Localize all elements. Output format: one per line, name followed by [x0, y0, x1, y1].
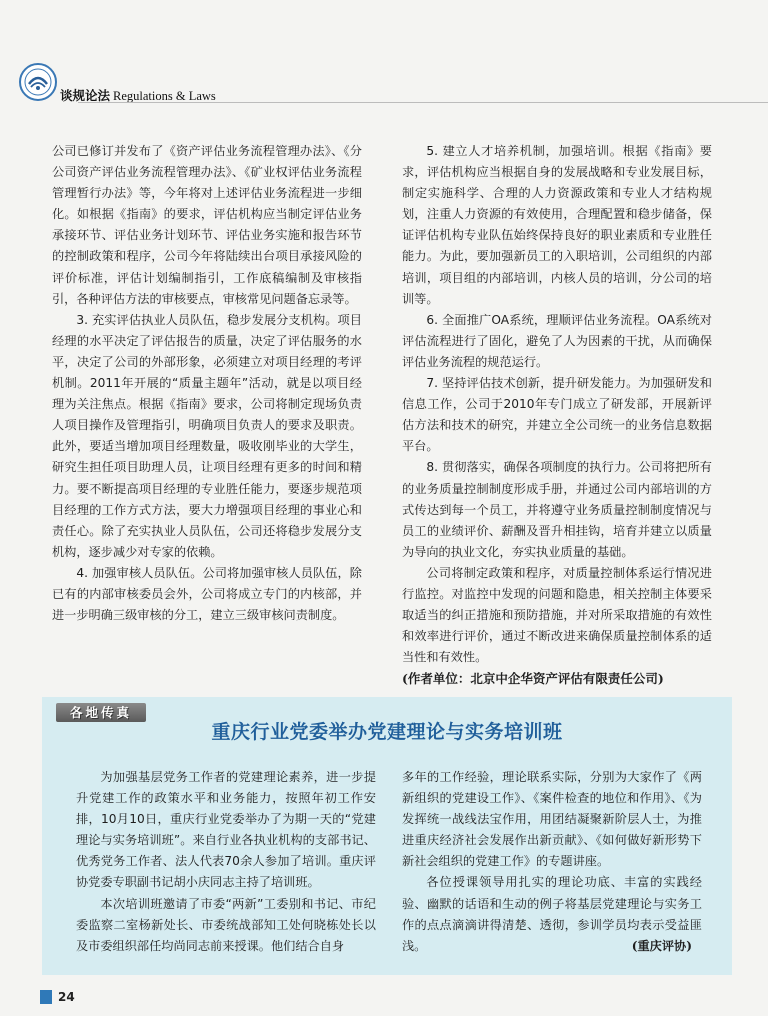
paragraph-text: 各位授课领导用扎实的理论功底、丰富的实践经验、幽默的话语和生动的例子将基层党建理论与实务工作的点点滴滴讲得清楚、透彻，参训学员均表示受益匪浅。: [402, 875, 702, 953]
paragraph: 本次培训班邀请了市委“两新”工委别和书记、市纪委监察二室杨新处长、市委统战部知工处何晓栋处长以及市委组织部任均尚同志前来授课。他们结合自身: [76, 896, 376, 953]
news-signature: (重庆评协): [631, 938, 692, 953]
paragraph: [402, 872, 702, 956]
article-left-column: [52, 141, 362, 626]
page-marker: [40, 990, 52, 1004]
article-right-column: [402, 141, 712, 689]
column-title-en: Regulations & Laws: [113, 89, 216, 103]
news-box: [42, 697, 732, 975]
paragraph: 3. 充实评估执业人员队伍，稳步发展分支机构。项目经理的水平决定了评估报告的质量，决定了评估服务的水平，决定了公司的外部形象，必须建立对项目经理的考评机制。2011年开展的“质量主题年”活动，就是以项目经理为关注焦点。根据《指南》要求，公司将制定现场负责人项目操作及管理指引，明确项目负责人的要求及职责。此外，要适当增加项目经理数量，吸收刚毕业的大学生，研究生担任项目助理人员，让项目经理有更多的时间和精力。要不断提高项目经理的专业胜任能力，要逐步规范项目经理的工作方式方法，要大力增强项目经理的事业心和责任心。除了充实执业人员队伍，公司还将稳步发展分支机构，逐步减少对专家的依赖。: [52, 312, 362, 559]
paragraph: 公司将制定政策和程序，对质量控制体系运行情况进行监控。对监控中发现的问题和隐患，相关控制主体要采取适当的纠正措施和预防措施，并对所采取措施的有效性和效率进行评价，通过不断改进来确保质量控制体系的适当性和有效性。: [402, 565, 712, 665]
paragraph: 8. 贯彻落实，确保各项制度的执行力。公司将把所有的业务质量控制制度形成手册，并通过公司内部培训的方式传达到每一个员工，并将遵守业务质量控制制度情况与员工的业绩评价、薪酬及晋升相挂钩，培育并建立以质量为导向的执业文化，夯实执业质量的基础。: [402, 460, 712, 559]
news-title: 重庆行业党委举办党建理论与实务培训班: [211, 721, 563, 743]
column-title-cn: 谈规论法: [60, 88, 111, 103]
page-header: [18, 62, 378, 106]
paragraph: 6. 全面推广OA系统，理顺评估业务流程。OA系统对评估流程进行了固化，避免了人为因素的干扰，从而确保评估业务流程的规范运行。: [402, 312, 712, 369]
paragraph: 公司已修订并发布了《资产评估业务流程管理办法》、《分公司资产评估业务流程管理办法》、《矿业权评估业务流程管理暂行办法》等，今年将对上述评估业务流程进一步细化。如根据《指南》的要求，评估机构应当制定评估业务承接环节、评估业务计划环节、评估业务实施和报告环节的控制政策和程序，公司今年将陆续出台项目承接风险的评价标准，评估计划编制指引，工作底稿编制及审核指引，各种评估方法的审核要点，审核常见问题备忘录等。: [52, 144, 362, 306]
page-number: 24: [58, 990, 75, 1004]
paragraph: 多年的工作经验，理论联系实际，分别为大家作了《两新组织的党建设工作》、《案件检查的地位和作用》、《为发挥统一战线法宝作用，用团结凝聚新阶层人士，为推进重庆经济社会发展作出新贡献》、《如何做好新形势下新社会组织的党建工作》的专题讲座。: [402, 770, 702, 869]
news-right-column: [402, 767, 702, 957]
header-divider: [78, 102, 768, 103]
paragraph: 为加强基层党务工作者的党建理论素养，进一步提升党建工作的政策水平和业务能力，按照年初工作安排，10月10日，重庆行业党委举办了为期一天的“党建理论与实务培训班”。来自行业各执业机构的支部书记、优秀党务工作者、法人代表70余人参加了培训。重庆评协党委专职副书记胡小庆同志主持了培训班。: [76, 770, 376, 890]
news-left-column: [76, 767, 376, 957]
paragraph: 5. 建立人才培养机制，加强培训。根据《指南》要求，评估机构应当根据自身的发展战略和专业发展目标，制定实施科学、合理的人力资源政策和专业人才结构规划，注重人力资源的有效使用，合理配置和稳步储备，保证评估机构专业队伍始终保持良好的职业素质和专业胜任能力。为此，要加强新员工的入职培训，公司组织的内部培训，项目组的内部培训，内核人员的培训，分公司的培训等。: [402, 144, 712, 306]
paragraph: 4. 加强审核人员队伍。公司将加强审核人员队伍，除已有的内部审核委员会外，公司将成立专门的内核部，并进一步明确三级审核的分工，建立三级审核问责制度。: [52, 565, 362, 623]
paragraph: 7. 坚持评估技术创新，提升研发能力。为加强研发和信息工作，公司于2010年专门成立了研发部，开展新评估方法和技术的研究，并建立全公司统一的业务信息数据平台。: [402, 376, 712, 454]
author-affiliation: (作者单位：北京中企华资产评估有限责任公司): [402, 671, 664, 687]
journal-logo-icon: [18, 62, 58, 102]
news-section-tag: 各地传真: [56, 703, 146, 722]
